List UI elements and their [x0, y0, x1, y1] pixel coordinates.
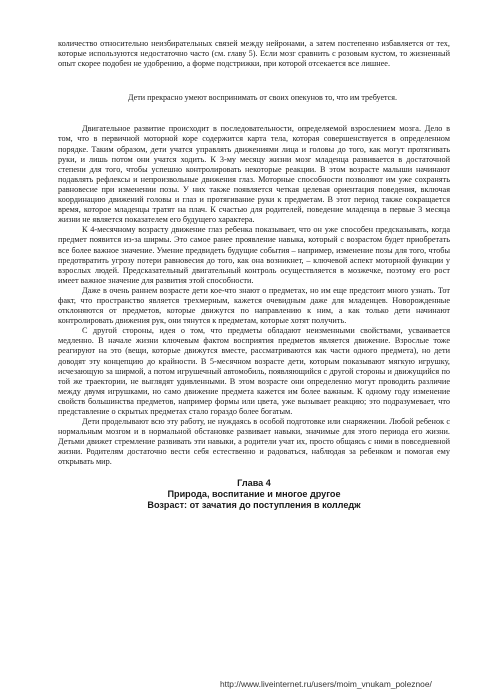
chapter-heading: [58, 478, 450, 512]
paragraph-children-work: Дети проделывают всю эту работу, не нуждаясь в особой подготовке или снаряжении. Любой ребенок с нормальным мозгом и в нормальной обстановке развивает навыки, значимые для этого периода его жизни. Детьми движет стремление развивать эти навыки, а родители учат их, просто общаясь с ними в повседневной жизни. Родителям достаточно вести себя естественно и радоваться, наблюдая за ребенком и помогая ему открывать мир.: [58, 417, 450, 467]
chapter-number: Глава 4: [237, 477, 271, 488]
paragraph-motor-development: Двигательное развитие происходит в последовательности, определяемой взрослением мозга. Дело в том, что в первичной моторной коре содержится карта тела, которая совершенствуется в определенном порядке. Таким образом, дети учатся управлять движениями лица и головы до того, как могут протягивать руки, и лишь потом они учатся ходить. К 3-му месяцу жизни мозг младенца развивается в достаточной степени для того, чтобы успешно контролировать некоторые реакции. В этом возрасте малыши начинают подавлять рефлексы и непроизвольные движения глаз. Моторные способности позволяют им уже сохранять равновесие при изменении позы. У них также появляется четкая целевая ориентация поведения, включая координацию движений головы и глаз и протягивание руки к предметам. В этот период также сокращается время, которое младенцы тратят на плач. К счастью для родителей, поведение младенца в первые 3 месяца жизни не является показателем его будущего характера.: [58, 124, 450, 225]
chapter-title: Природа, воспитание и многое другое: [167, 488, 341, 499]
paragraph-eye-movement: К 4-месячному возрасту движение глаз ребенка показывает, что он уже способен предсказывать, когда предмет появится из-за ширмы. Это самое ранее проявление навыка, который с возрастом будет приобретать все более важное значение. Умение предвидеть будущие события – например, изменение позы для того, чтобы предотвратить угрозу потери равновесия до того, как она возникнет, – ключевой аспект моторной функции у взрослых людей. Предсказательный двигательный контроль осуществляется в мозжечке, поэтому его рост имеет важное значение для развития этой способности.: [58, 225, 450, 285]
paragraph-objects-knowledge: Даже в очень раннем возрасте дети кое-что знают о предметах, но им еще предстоит много узнать. Тот факт, что пространство является трехмерным, кажется очевидным даже для младенцев. Новорожденные отклоняются от предметов, которые движутся по направлению к ним, а как только дети начинают контролировать движения рук, они тянутся к предметам, которые хотят получить.: [58, 285, 450, 326]
chapter-subtitle: Возраст: от зачатия до поступления в колледж: [147, 500, 361, 511]
pull-quote: Дети прекрасно умеют воспринимать от своих опекунов то, что им требуется.: [128, 93, 398, 103]
document-page: [58, 39, 450, 512]
paragraph-intro-continued: количество относительно неизбирательных связей между нейронами, а затем постепенно избавляется от тех, которые используются недостаточно часто (см. главу 5). Если мозг сравнить с розовым кустом, то жизненный опыт скорее подобен не удобрению, а форме подстрижки, при которой отсекается все лишнее.: [58, 39, 450, 69]
footer-url[interactable]: http://www.liveinternet.ru/users/moim_vnukam_poleznoe/: [220, 679, 432, 689]
paragraph-object-properties: С другой стороны, идея о том, что предметы обладают неизменными свойствами, усваивается медленно. В начале жизни ключевым фактом восприятия предметов является движение. Взрослые тоже реагируют на это (вещи, которые движутся вместе, рассматриваются как части одного предмета), но дети доводят эту концепцию до крайности. В 5-месячном возрасте дети, которым показывают мягкую игрушку, исчезающую за ширмой, а потом игрушечный автомобиль, появляющийся с другой стороны и движущийся по той же траектории, не выглядят удивленными. В этом возрасте они определенно могут проводить различие между двумя игрушками, но само движение предмета кажется им более важным. К одному году изменение свойств большинства предметов, например формы или цвета, уже вызывает реакцию; это подразумевает, что представление о скрытых предметах стало гораздо более богатым.: [58, 326, 450, 416]
